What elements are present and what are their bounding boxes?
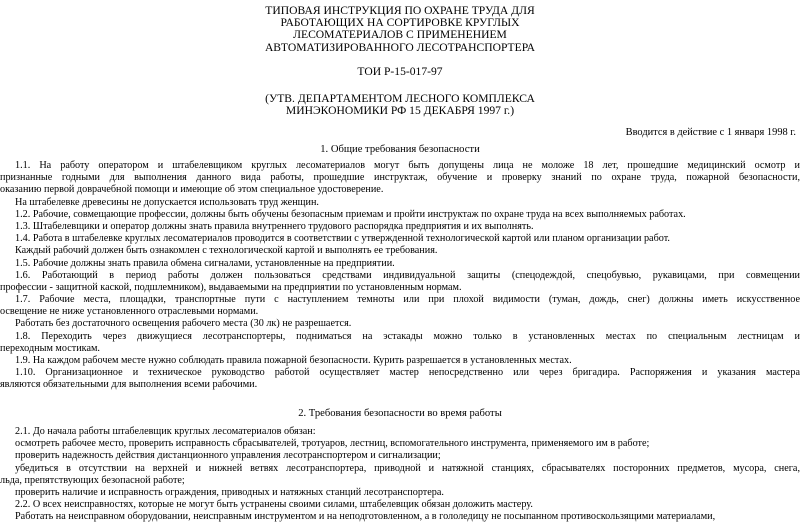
paragraph-line: 1.8. Переходить через движущиеся лесотранспортеры, подниматься на эстакады можно только в установленных местах по специальным лестницам и [15, 330, 800, 342]
paragraph-line: проверить надежность действия дистанционного управления лесотранспортером и сигнализации; [15, 450, 441, 462]
paragraph-line: 1.4. Работа в штабелевке круглых лесоматериалов проводится в соответствии с утвержденной технологической картой или планом организации работ. [15, 233, 670, 245]
paragraph-line: 1.1. На работу оператором и штабелевщиком круглых лесоматериалов могут быть допущены лица не моложе 18 лет, прошедшие медицинский осмотр и [15, 160, 800, 171]
paragraph-line: освещение не ниже установленного отраслевыми нормами. [0, 306, 259, 318]
paragraph-line: Работать на неисправном оборудовании, неисправным инструментом и на неподготовленном, а в гололедицу не посыпанном противоскользящими материалами, [15, 511, 716, 523]
paragraph-line: оказанию первой доврачебной помощи и имеющие об этом специальное удостоверение. [0, 184, 384, 196]
section-1-heading: 1. Общие требования безопасности [320, 144, 480, 155]
approval-note [0, 93, 800, 117]
paragraph-line: 1.9. На каждом рабочем месте нужно соблюдать правила пожарной безопасности. Курить разрешается в установленных местах. [15, 355, 572, 366]
paragraph-line: признанные годными для выполнения данного вида работы, прошедшие инструктаж, обучение и проверку знаний по охране труда, пожарной безопасности, [0, 172, 800, 184]
paragraph-line: 1.2. Рабочие, совмещающие профессии, должны быть обучены безопасным приемам и пройти инструктаж по охране труда на всех выполняемых работах. [15, 208, 686, 220]
title-line: РАБОТАЮЩИХ НА СОРТИРОВКЕ КРУГЛЫХ [280, 16, 520, 30]
paragraph-line: Каждый рабочий должен быть ознакомлен с технологической картой и выполнять ее требования. [15, 245, 438, 257]
paragraph-line: Работать без достаточного освещения рабочего места (30 лк) не разрешается. [15, 318, 352, 330]
paragraph-line: На штабелевке древесины не допускается использовать труд женщин. [15, 196, 319, 208]
paragraph-line: проверить наличие и исправность ограждения, приводных и натяжных станций лесотранспортера. [15, 486, 444, 498]
paragraph-line: профессии - защитной каской, подшлемником), выдаваемыми на предприятии по установленным нормам. [0, 281, 462, 293]
paragraph-line: 1.3. Штабелевщики и оператор должны знать правила внутреннего трудового распорядка предприятия и их выполнять. [15, 220, 534, 232]
document-code: ТОИ Р-15-017-97 [357, 65, 443, 78]
paragraph-line: 1.5. Рабочие должны знать правила обмена сигналами, установленные на предприятии. [15, 257, 395, 269]
paragraph-line: осмотреть рабочее место, проверить исправность сбрасывателей, тротуаров, лестниц, вспомогательного инструмента, применяемого им в работе; [15, 438, 650, 450]
paragraph-line: 1.7. Рабочие места, площадки, транспортные пути с наступлением темноты или при плохой видимости (туман, дождь, снег) должны иметь искусственное [15, 294, 800, 306]
paragraph-line: 2.1. До начала работы штабелевщик круглых лесоматериалов обязан: [15, 426, 316, 437]
document-title [0, 5, 800, 54]
approval-line: МИНЭКОНОМИКИ РФ 15 ДЕКАБРЯ 1997 г.) [285, 104, 515, 118]
section-2-body [0, 426, 800, 524]
title-line: АВТОМАТИЗИРОВАННОГО ЛЕСОТРАНСПОРТЕРА [264, 40, 536, 54]
section-2-heading: 2. Требования безопасности во время работы [298, 408, 502, 419]
paragraph-line: 1.6. Работающий в период работы должен пользоваться средствами индивидуальной защиты (спецодеждой, спецобувью, рукавицами, при совмещении [15, 269, 800, 281]
paragraph-line: убедиться в отсутствии на верхней и нижней ветвях лесотранспортера, приводной и натяжной станциях, сбрасывателях посторонних предметов, мусора, снега, [15, 462, 800, 474]
effective-date: Вводится в действие с 1 января 1998 г. [625, 127, 796, 138]
paragraph-line: 2.2. О всех неисправностях, которые не могут быть устранены своими силами, штабелевщик обязан доложить мастеру. [15, 499, 533, 511]
title-line: ЛЕСОМАТЕРИАЛОВ С ПРИМЕНЕНИЕМ [293, 28, 507, 42]
approval-line: (УТВ. ДЕПАРТАМЕНТОМ ЛЕСНОГО КОМПЛЕКСА [265, 92, 535, 105]
paragraph-line: 1.10. Организационное и техническое руководство работой осуществляет мастер непосредственно или через бригадира. Распоряжения и указания мастера [15, 367, 800, 379]
paragraph-line: являются обязательными для выполнения всеми рабочими. [0, 379, 258, 391]
paragraph-line: переходным мостикам. [0, 342, 100, 354]
section-1-body [0, 160, 800, 392]
title-line: ТИПОВАЯ ИНСТРУКЦИЯ ПО ОХРАНЕ ТРУДА ДЛЯ [265, 4, 535, 17]
paragraph-line: льда, препятствующих безопасной работе; [0, 474, 185, 486]
